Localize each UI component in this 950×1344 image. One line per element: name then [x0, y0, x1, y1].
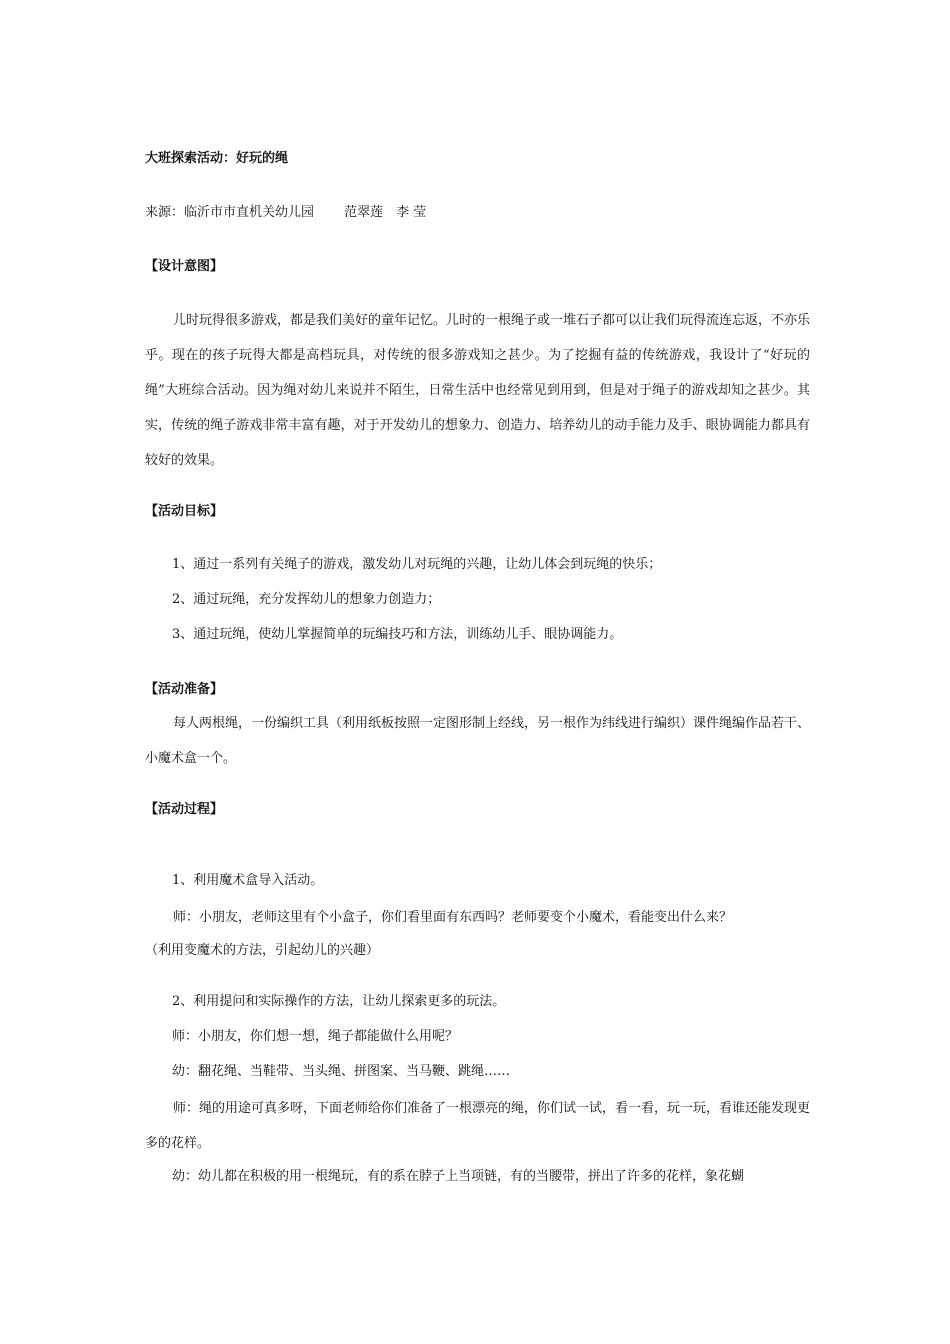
goal-item-1: 1、通过一系列有关绳子的游戏，激发幼儿对玩绳的兴趣，让幼儿体会到玩绳的快乐；	[172, 557, 662, 572]
teacher-line-1: 师：小朋友，老师这里有个小盒子，你们看里面有东西吗？老师要变个小魔术，看能变出什么来？	[173, 910, 733, 925]
child-line-2: 幼：幼儿都在积极的用一根绳玩，有的系在脖子上当项链，有的当腰带，拼出了许多的花样，象花蝴	[172, 1169, 745, 1184]
section-heading-prep: 【活动准备】	[145, 682, 224, 697]
section-heading-process: 【活动过程】	[145, 802, 224, 817]
process-step-1: 1、利用魔术盒导入活动。	[172, 873, 324, 888]
teacher-line-2: 师：小朋友，你们想一想，绳子都能做什么用呢？	[172, 1029, 459, 1044]
design-paragraph: 儿时玩得很多游戏，都是我们美好的童年记忆。儿时的一根绳子或一堆石子都可以让我们玩得流连忘返，不亦乐乎。现在的孩子玩得大都是高档玩具，对传统的很多游戏知之甚少。为了挖掘有益的传统游戏，我设计了“好玩的绳”大班综合活动。因为绳对幼儿来说并不陌生，日常生活中也经常见到用到，但是对于绳子的游戏却知之甚少。其实，传统的绳子游戏非常丰富有趣，对于开发幼儿的想象力、创造力、培养幼儿的动手能力及手、眼协调能力都具有较好的效果。	[145, 313, 811, 468]
section-heading-goals: 【活动目标】	[145, 504, 224, 519]
goal-item-3: 3、通过玩绳，使幼儿掌握简单的玩编技巧和方法，训练幼儿手、眼协调能力。	[172, 627, 623, 642]
child-line-1: 幼：翻花绳、当鞋带、当头绳、拼图案、当马鞭、跳绳……	[172, 1064, 511, 1079]
teacher-line-3: 师：绳的用途可真多呀，下面老师给你们准备了一根漂亮的绳，你们试一试，看一看，玩一玩，看谁还能发现更多的花样。	[145, 1101, 811, 1151]
process-step-2: 2、利用提问和实际操作的方法，让幼儿探索更多的玩法。	[172, 994, 506, 1009]
document-title: 大班探索活动：好玩的绳	[145, 151, 289, 166]
section-heading-design: 【设计意图】	[145, 259, 224, 274]
prep-paragraph: 每人两根绳，一份编织工具（利用纸板按照一定图形制上经线，另一根作为纬线进行编织）课件绳编作品若干、小魔术盒一个。	[145, 716, 811, 766]
source-line: 来源：临沂市市直机关幼儿园 范翠莲 李 莹	[145, 205, 427, 220]
process-note-1: （利用变魔术的方法，引起幼儿的兴趣）	[145, 943, 380, 958]
goal-item-2: 2、通过玩绳，充分发挥幼儿的想象力创造力；	[172, 592, 441, 607]
